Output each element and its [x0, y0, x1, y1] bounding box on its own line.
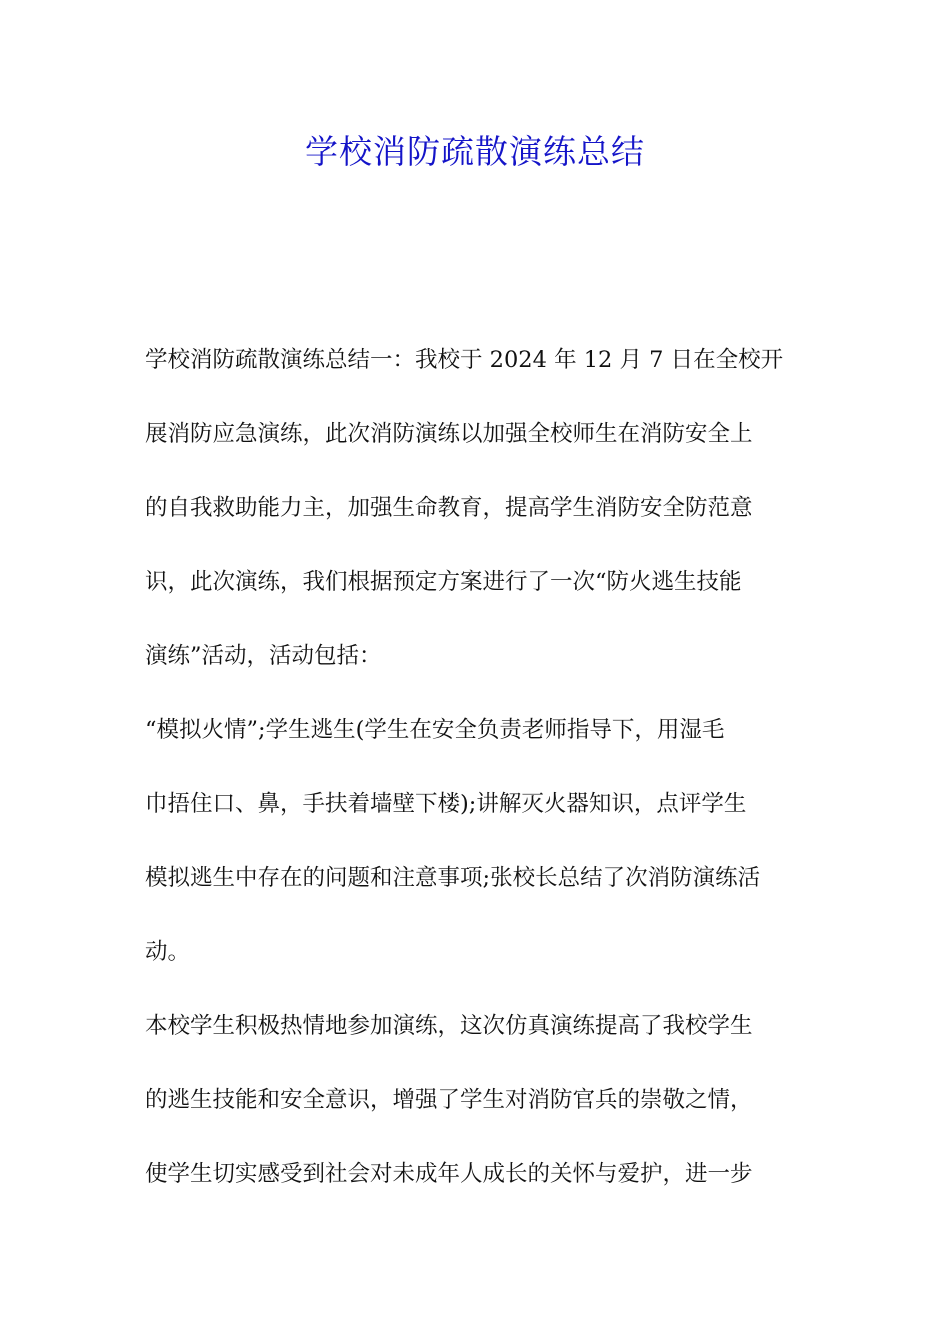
- body-line: 动。: [145, 939, 191, 965]
- body-line: 学校消防疏散演练总结一：我校于 2024 年 12 月 7 日在全校开: [145, 347, 784, 373]
- body-line: 展消防应急演练，此次消防演练以加强全校师生在消防安全上: [145, 421, 753, 447]
- body-line: 的自我救助能力主，加强生命教育，提高学生消防安全防范意: [145, 495, 753, 521]
- body-line: 巾捂住口、鼻，手扶着墙壁下楼);讲解灭火器知识，点评学生: [145, 791, 747, 817]
- body-line: 的逃生技能和安全意识，增强了学生对消防官兵的崇敬之情，: [145, 1087, 753, 1113]
- body-line: 演练”活动，活动包括：: [145, 643, 382, 669]
- body-line: 使学生切实感受到社会对未成年人成长的关怀与爱护，进一步: [145, 1161, 753, 1187]
- body-line: 本校学生积极热情地参加演练，这次仿真演练提高了我校学生: [145, 1013, 753, 1039]
- document-title: 学校消防疏散演练总结: [305, 132, 645, 171]
- body-line: “模拟火情”;学生逃生(学生在安全负责老师指导下，用湿毛: [145, 717, 725, 743]
- document-body: [145, 335, 810, 1223]
- body-line: 识，此次演练，我们根据预定方案进行了一次“防火逃生技能: [145, 569, 742, 595]
- body-line: 模拟逃生中存在的问题和注意事项;张校长总结了次消防演练活: [145, 865, 761, 891]
